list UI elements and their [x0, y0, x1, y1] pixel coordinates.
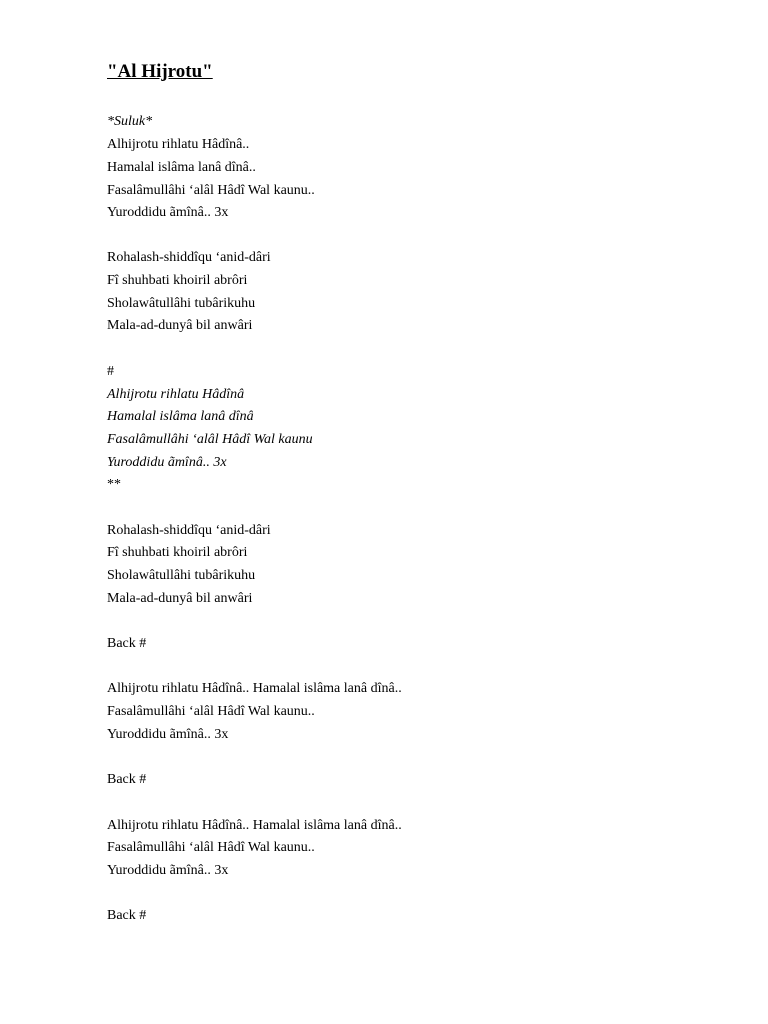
verse-line: Sholawâtullâhi tubârikuhu	[107, 568, 256, 583]
verse-line: Yuroddidu ãmînâ.. 3x	[107, 455, 227, 470]
verse-line: Mala-ad-dunyâ bil anwâri	[107, 318, 253, 333]
verse-line: Hamalal islâma lanâ dînâ..	[107, 160, 256, 175]
verse-line: Fî shuhbati khoiril abrôri	[107, 273, 248, 288]
verse-line: Mala-ad-dunyâ bil anwâri	[107, 591, 253, 606]
verse-line: Alhijrotu rihlatu Hâdînâ.. Hamalal islâma lanâ dînâ..	[107, 681, 402, 696]
verse-line: Fî shuhbati khoiril abrôri	[107, 545, 248, 560]
verse-line: Fasalâmullâhi ‘alâl Hâdî Wal kaunu..	[107, 704, 315, 719]
verse-line: Alhijrotu rihlatu Hâdînâ..	[107, 137, 250, 152]
section-marker: #	[107, 364, 114, 379]
back-marker: Back #	[107, 636, 147, 651]
verse-line: Fasalâmullâhi ‘alâl Hâdî Wal kaunu	[107, 432, 313, 447]
verse-line: Fasalâmullâhi ‘alâl Hâdî Wal kaunu..	[107, 840, 315, 855]
page-title: "Al Hijrotu"	[107, 61, 213, 82]
verse-line: Rohalash-shiddîqu ‘anid-dâri	[107, 250, 271, 265]
verse-line: Yuroddidu ãmînâ.. 3x	[107, 727, 229, 742]
verse-line: Alhijrotu rihlatu Hâdînâ	[107, 387, 245, 402]
verse-line: Yuroddidu ãmînâ.. 3x	[107, 863, 229, 878]
verse-line: Rohalash-shiddîqu ‘anid-dâri	[107, 523, 271, 538]
back-marker: Back #	[107, 772, 147, 787]
verse-line: Alhijrotu rihlatu Hâdînâ.. Hamalal islâma lanâ dînâ..	[107, 818, 402, 833]
section-marker: **	[107, 477, 121, 492]
verse-line: Fasalâmullâhi ‘alâl Hâdî Wal kaunu..	[107, 183, 315, 198]
suluk-label: *Suluk*	[107, 114, 153, 129]
verse-line: Yuroddidu ãmînâ.. 3x	[107, 205, 229, 220]
back-marker: Back #	[107, 908, 147, 923]
verse-line: Sholawâtullâhi tubârikuhu	[107, 296, 256, 311]
verse-line: Hamalal islâma lanâ dînâ	[107, 409, 254, 424]
